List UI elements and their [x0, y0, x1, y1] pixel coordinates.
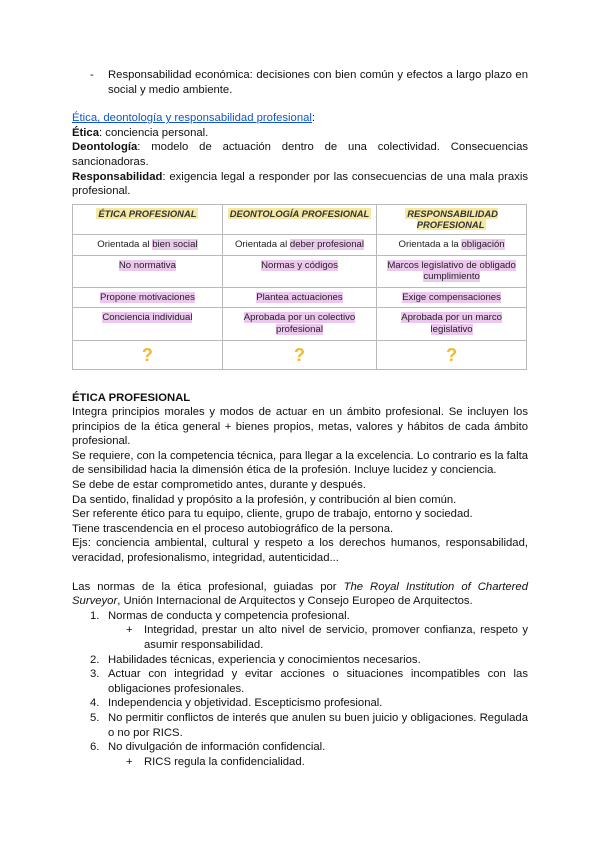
table-header: [377, 204, 527, 234]
table-header: [222, 204, 376, 234]
def-responsabilidad: : exigencia legal a responder por las consecuencias de una mala praxis profesional.: [72, 170, 528, 198]
table-cell: [73, 287, 223, 308]
paragraph: Se debe de estar comprometido antes, durante y después.: [72, 479, 366, 492]
plus-marker: +: [126, 624, 133, 637]
paragraph: Tiene trascendencia en el proceso autobiográfico de la persona.: [72, 522, 394, 535]
section-title: [72, 391, 528, 406]
table-header: [73, 204, 223, 234]
table-cell: [377, 340, 527, 369]
list-item: [72, 667, 528, 696]
cell-highlight: Plantea actuaciones: [256, 291, 343, 303]
list-text: Normas de conducta y competencia profesional.: [108, 609, 350, 622]
cell-text: Orientada al: [234, 238, 290, 250]
table-cell: [222, 234, 376, 255]
paragraph: Ser referente ético para tu equipo, cliente, grupo de trabajo, entorno y sociedad.: [72, 508, 473, 521]
list-item: [72, 740, 528, 755]
table-cell: [73, 340, 223, 369]
intro-text: Las normas de la ética profesional, guiadas por: [72, 580, 344, 593]
list-number: 3.: [90, 668, 100, 681]
definition-responsabilidad: [72, 170, 528, 199]
header-text: RESPONSABILIDAD PROFESIONAL: [407, 207, 498, 231]
cell-highlight: deber profesional: [289, 238, 365, 250]
table-cell: [73, 255, 223, 287]
list-text: Actuar con integridad y evitar acciones o situaciones incompatibles con las obligaciones profesionales.: [108, 668, 528, 695]
list-item: [72, 609, 528, 624]
bullet-item: [72, 68, 528, 97]
sub-list-item: [72, 623, 528, 652]
cell-highlight: obligación: [461, 238, 505, 250]
table-row: [73, 340, 527, 369]
cell-highlight: No normativa: [118, 259, 176, 271]
cell-highlight: Aprobada por un colectivo profesional: [243, 312, 356, 335]
def-etica: : conciencia personal.: [99, 126, 209, 139]
heading-link[interactable]: Ética, deontología y responsabilidad profesional: [72, 112, 312, 125]
term-responsabilidad: Responsabilidad: [72, 170, 163, 183]
intro-text-end: , Unión Internacional de Arquitectos y Consejo Europeo de Arquitectos.: [117, 595, 473, 608]
dash-marker: -: [90, 69, 94, 81]
table-row: [73, 234, 527, 255]
table-row: [73, 308, 527, 340]
paragraph: Da sentido, finalidad y propósito a la profesión, y contribución al bien común.: [72, 493, 457, 506]
term-etica: Ética: [72, 126, 100, 139]
table-cell: [73, 308, 223, 340]
table-cell: [377, 287, 527, 308]
sub-list-text: Integridad, prestar un alto nivel de servicio, promover confianza, respeto y asumir responsabilidad.: [144, 624, 528, 651]
section-title-text: ÉTICA PROFESIONAL: [72, 391, 191, 404]
list-text: Independencia y objetividad. Escepticismo profesional.: [108, 697, 383, 710]
cell-highlight: Propone motivaciones: [99, 291, 195, 303]
table-cell: [222, 287, 376, 308]
list-number: 4.: [90, 697, 100, 710]
paragraph: Ejs: conciencia ambiental, cultural y respeto a los derechos humanos, responsabilidad, veracidad, profesionalismo, integridad, autenticidad...: [72, 537, 528, 565]
question-mark: ?: [446, 344, 458, 365]
cell-text: Orientada a la: [398, 238, 462, 250]
table-row: [73, 255, 527, 287]
list-text: No divulgación de información confidencial.: [108, 741, 326, 754]
numbered-list: [72, 609, 528, 770]
question-mark: ?: [141, 344, 153, 365]
table-cell: [222, 340, 376, 369]
list-item: [72, 711, 528, 740]
sub-list-text: RICS regula la confidencialidad.: [144, 755, 305, 768]
table-header-row: [73, 204, 527, 234]
sub-list-item: [72, 755, 528, 770]
section-heading-link: [72, 111, 528, 126]
table-cell: [222, 255, 376, 287]
def-deontologia: : modelo de actuación dentro de una colectividad. Consecuencias sancionadoras.: [72, 141, 528, 168]
list-item: [72, 696, 528, 711]
list-text: No permitir conflictos de interés que anulen su buen juicio y obligaciones. Regulada o no por RICS.: [108, 711, 528, 739]
table-cell: [377, 308, 527, 340]
paragraph: Integra principios morales y modos de actuar en un ámbito profesional. Se incluyen los principios de la ética general + bienes propios, metas, valores y hábitos de cada ámbito profesional.: [72, 406, 528, 448]
list-number: 1.: [90, 609, 100, 622]
list-item: [72, 653, 528, 668]
list-number: 5.: [90, 711, 100, 724]
cell-highlight: Normas y códigos: [261, 259, 338, 271]
table-cell: [73, 234, 223, 255]
table-cell: [377, 234, 527, 255]
question-mark: ?: [293, 344, 305, 365]
table-cell: [377, 255, 527, 287]
norms-intro: [72, 580, 528, 609]
cell-highlight: Exige compensaciones: [402, 291, 501, 303]
header-text: DEONTOLOGÍA PROFESIONAL: [229, 207, 370, 219]
cell-highlight: Marcos legislativo de obligado cumplimiento: [387, 259, 516, 283]
cell-highlight: bien social: [152, 238, 198, 250]
intro-italic: The Royal Institution of Chartered Surveyor: [72, 580, 528, 608]
cell-highlight: Conciencia individual: [102, 312, 193, 324]
bullet-text: Responsabilidad económica: decisiones con bien común y efectos a largo plazo en social y medio ambiente.: [108, 69, 528, 96]
comparison-table: [72, 204, 527, 370]
header-text: ÉTICA PROFESIONAL: [98, 207, 197, 219]
paragraph: Se requiere, con la competencia técnica, para llegar a la excelencia. Lo contrario es la falta de sensibilidad hacia la dimensión ética de la profesión. Incluye lucidez y conciencia.: [72, 449, 528, 477]
plus-marker: +: [126, 755, 133, 768]
definition-etica: [72, 126, 528, 141]
heading-colon: :: [311, 112, 316, 125]
definition-deontologia: [72, 140, 528, 169]
table-row: [73, 287, 527, 308]
document-page: [72, 68, 528, 769]
list-text: Habilidades técnicas, experiencia y conocimientos necesarios.: [108, 653, 421, 666]
cell-highlight: Aprobada por un marco legislativo: [401, 312, 502, 335]
cell-text: Orientada al: [97, 238, 153, 250]
table-cell: [222, 308, 376, 340]
term-deontologia: Deontología: [72, 141, 138, 154]
list-number: 2.: [90, 653, 100, 666]
list-number: 6.: [90, 741, 100, 754]
